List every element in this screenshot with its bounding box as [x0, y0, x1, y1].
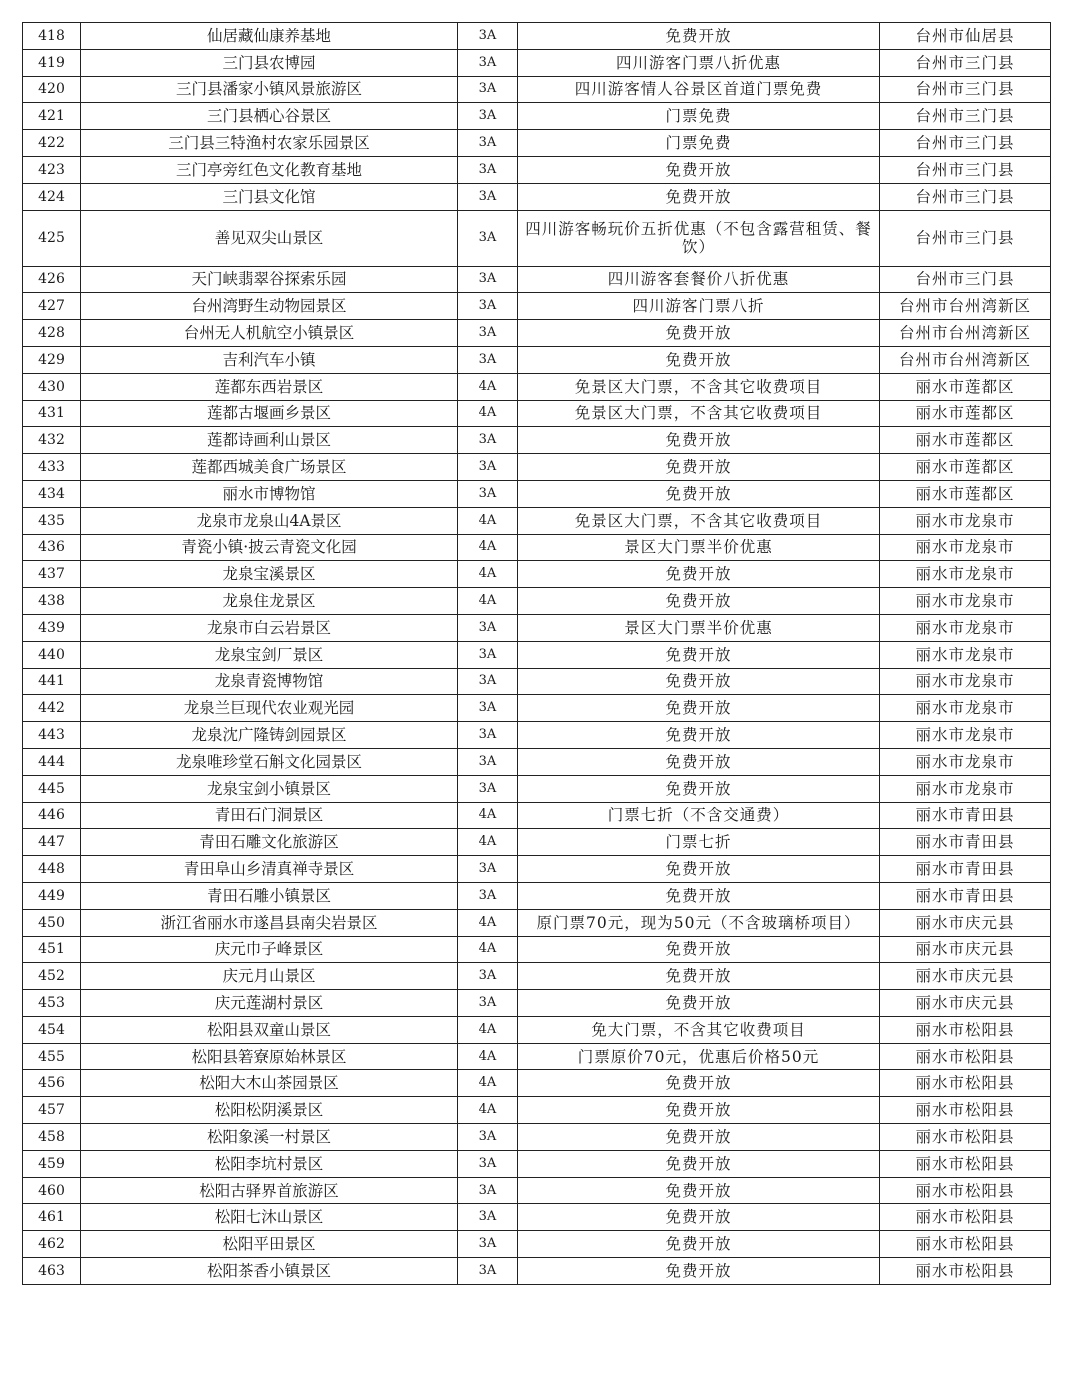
region: 丽水市龙泉市	[880, 534, 1051, 561]
scenic-spot-name: 松阳茶香小镇景区	[81, 1258, 458, 1285]
table-row	[23, 183, 1051, 210]
table-row	[23, 829, 1051, 856]
scenic-spot-name: 三门县三特渔村农家乐园景区	[81, 130, 458, 157]
region: 台州市三门县	[880, 210, 1051, 266]
table-row	[23, 103, 1051, 130]
region: 丽水市莲都区	[880, 427, 1051, 454]
table-row	[23, 722, 1051, 749]
row-number: 432	[23, 427, 81, 454]
region: 台州市台州湾新区	[880, 346, 1051, 373]
scenic-level: 4A	[458, 373, 518, 400]
scenic-spot-name: 三门县农博园	[81, 49, 458, 76]
scenic-level: 4A	[458, 829, 518, 856]
discount-policy: 原门票70元，现为50元（不含玻璃桥项目）	[518, 909, 880, 936]
row-number: 441	[23, 668, 81, 695]
discount-policy: 四川游客门票八折优惠	[518, 49, 880, 76]
region: 台州市三门县	[880, 183, 1051, 210]
row-number: 437	[23, 561, 81, 588]
discount-policy: 免费开放	[518, 427, 880, 454]
scenic-level: 3A	[458, 130, 518, 157]
scenic-spot-name: 青田石雕文化旅游区	[81, 829, 458, 856]
region: 台州市三门县	[880, 156, 1051, 183]
region: 丽水市庆元县	[880, 936, 1051, 963]
scenic-level: 4A	[458, 802, 518, 829]
scenic-level: 3A	[458, 266, 518, 293]
row-number: 428	[23, 320, 81, 347]
table-row	[23, 1150, 1051, 1177]
discount-policy: 免费开放	[518, 588, 880, 615]
scenic-spot-name: 三门县文化馆	[81, 183, 458, 210]
table-row	[23, 480, 1051, 507]
region: 丽水市青田县	[880, 882, 1051, 909]
table-row	[23, 293, 1051, 320]
scenic-level: 3A	[458, 695, 518, 722]
scenic-spot-name: 松阳古驿界首旅游区	[81, 1177, 458, 1204]
table-row	[23, 561, 1051, 588]
scenic-level: 3A	[458, 748, 518, 775]
row-number: 449	[23, 882, 81, 909]
discount-policy: 免费开放	[518, 641, 880, 668]
row-number: 423	[23, 156, 81, 183]
row-number: 453	[23, 990, 81, 1017]
scenic-spot-name: 庆元莲湖村景区	[81, 990, 458, 1017]
scenic-spot-name: 仙居藏仙康养基地	[81, 23, 458, 50]
row-number: 425	[23, 210, 81, 266]
region: 丽水市龙泉市	[880, 775, 1051, 802]
discount-policy: 免费开放	[518, 1177, 880, 1204]
row-number: 454	[23, 1016, 81, 1043]
region: 丽水市松阳县	[880, 1124, 1051, 1151]
table-row	[23, 588, 1051, 615]
row-number: 442	[23, 695, 81, 722]
row-number: 431	[23, 400, 81, 427]
table-row	[23, 320, 1051, 347]
table-row	[23, 668, 1051, 695]
table-row	[23, 1070, 1051, 1097]
table-row	[23, 400, 1051, 427]
table-row	[23, 963, 1051, 990]
scenic-level: 3A	[458, 1124, 518, 1151]
scenic-spot-name: 龙泉唯珍堂石斛文化园景区	[81, 748, 458, 775]
scenic-level: 4A	[458, 400, 518, 427]
region: 丽水市庆元县	[880, 963, 1051, 990]
scenic-spot-name: 龙泉青瓷博物馆	[81, 668, 458, 695]
discount-policy: 免费开放	[518, 668, 880, 695]
table-row	[23, 990, 1051, 1017]
scenic-level: 3A	[458, 722, 518, 749]
row-number: 421	[23, 103, 81, 130]
scenic-level: 3A	[458, 641, 518, 668]
scenic-level: 4A	[458, 507, 518, 534]
region: 丽水市龙泉市	[880, 614, 1051, 641]
table-row	[23, 936, 1051, 963]
row-number: 427	[23, 293, 81, 320]
region: 丽水市龙泉市	[880, 588, 1051, 615]
scenic-level: 3A	[458, 210, 518, 266]
scenic-level: 3A	[458, 293, 518, 320]
row-number: 434	[23, 480, 81, 507]
discount-policy: 免费开放	[518, 1124, 880, 1151]
discount-policy: 免费开放	[518, 748, 880, 775]
scenic-level: 3A	[458, 76, 518, 103]
region: 丽水市龙泉市	[880, 748, 1051, 775]
row-number: 422	[23, 130, 81, 157]
row-number: 418	[23, 23, 81, 50]
table-row	[23, 641, 1051, 668]
row-number: 443	[23, 722, 81, 749]
region: 丽水市松阳县	[880, 1231, 1051, 1258]
table-row	[23, 882, 1051, 909]
scenic-level: 3A	[458, 856, 518, 883]
row-number: 430	[23, 373, 81, 400]
scenic-spot-name: 松阳县双童山景区	[81, 1016, 458, 1043]
scenic-level: 3A	[458, 775, 518, 802]
table-row	[23, 534, 1051, 561]
scenic-spot-name: 台州湾野生动物园景区	[81, 293, 458, 320]
row-number: 429	[23, 346, 81, 373]
table-row	[23, 130, 1051, 157]
table-row	[23, 1177, 1051, 1204]
scenic-spot-name: 松阳象溪一村景区	[81, 1124, 458, 1151]
scenic-level: 3A	[458, 346, 518, 373]
scenic-level: 3A	[458, 1150, 518, 1177]
scenic-spot-name: 松阳李坑村景区	[81, 1150, 458, 1177]
row-number: 450	[23, 909, 81, 936]
discount-policy: 四川游客门票八折	[518, 293, 880, 320]
region: 台州市三门县	[880, 76, 1051, 103]
discount-policy: 景区大门票半价优惠	[518, 614, 880, 641]
row-number: 446	[23, 802, 81, 829]
table-row	[23, 507, 1051, 534]
scenic-level: 3A	[458, 454, 518, 481]
table-row	[23, 156, 1051, 183]
region: 丽水市青田县	[880, 802, 1051, 829]
table-row	[23, 1204, 1051, 1231]
scenic-level: 4A	[458, 588, 518, 615]
scenic-spot-name: 龙泉宝剑厂景区	[81, 641, 458, 668]
scenic-spot-table	[22, 22, 1051, 1285]
scenic-level: 4A	[458, 909, 518, 936]
row-number: 444	[23, 748, 81, 775]
scenic-spot-name: 台州无人机航空小镇景区	[81, 320, 458, 347]
discount-policy: 免费开放	[518, 320, 880, 347]
table-row	[23, 373, 1051, 400]
region: 丽水市龙泉市	[880, 641, 1051, 668]
discount-policy: 免费开放	[518, 346, 880, 373]
row-number: 460	[23, 1177, 81, 1204]
table-row	[23, 1016, 1051, 1043]
scenic-spot-name: 青田石门洞景区	[81, 802, 458, 829]
region: 丽水市龙泉市	[880, 507, 1051, 534]
scenic-spot-name: 松阳县箬寮原始林景区	[81, 1043, 458, 1070]
table-row	[23, 346, 1051, 373]
discount-policy: 免费开放	[518, 1231, 880, 1258]
discount-policy: 景区大门票半价优惠	[518, 534, 880, 561]
scenic-spot-name: 莲都东西岩景区	[81, 373, 458, 400]
scenic-spot-name: 青田石雕小镇景区	[81, 882, 458, 909]
region: 丽水市青田县	[880, 829, 1051, 856]
discount-policy: 免费开放	[518, 856, 880, 883]
row-number: 436	[23, 534, 81, 561]
row-number: 419	[23, 49, 81, 76]
region: 丽水市松阳县	[880, 1043, 1051, 1070]
discount-policy: 免费开放	[518, 722, 880, 749]
scenic-spot-name: 龙泉沈广隆铸剑园景区	[81, 722, 458, 749]
scenic-spot-name: 松阳大木山茶园景区	[81, 1070, 458, 1097]
table-row	[23, 1043, 1051, 1070]
region: 丽水市莲都区	[880, 400, 1051, 427]
discount-policy: 四川游客套餐价八折优惠	[518, 266, 880, 293]
discount-policy: 免费开放	[518, 990, 880, 1017]
table-row	[23, 775, 1051, 802]
scenic-level: 3A	[458, 882, 518, 909]
discount-policy: 免费开放	[518, 1258, 880, 1285]
region: 丽水市松阳县	[880, 1150, 1051, 1177]
region: 丽水市龙泉市	[880, 668, 1051, 695]
region: 丽水市龙泉市	[880, 722, 1051, 749]
scenic-spot-name: 莲都西城美食广场景区	[81, 454, 458, 481]
scenic-spot-name: 松阳七沐山景区	[81, 1204, 458, 1231]
row-number: 452	[23, 963, 81, 990]
scenic-level: 3A	[458, 1258, 518, 1285]
discount-policy: 免费开放	[518, 936, 880, 963]
scenic-spot-name: 龙泉兰巨现代农业观光园	[81, 695, 458, 722]
region: 丽水市莲都区	[880, 373, 1051, 400]
region: 台州市三门县	[880, 130, 1051, 157]
region: 丽水市松阳县	[880, 1097, 1051, 1124]
region: 台州市三门县	[880, 103, 1051, 130]
scenic-spot-name: 三门亭旁红色文化教育基地	[81, 156, 458, 183]
discount-policy: 免费开放	[518, 1150, 880, 1177]
region: 丽水市莲都区	[880, 480, 1051, 507]
table-row	[23, 909, 1051, 936]
region: 台州市三门县	[880, 266, 1051, 293]
row-number: 426	[23, 266, 81, 293]
scenic-spot-name: 松阳松阴溪景区	[81, 1097, 458, 1124]
row-number: 447	[23, 829, 81, 856]
row-number: 461	[23, 1204, 81, 1231]
scenic-level: 3A	[458, 103, 518, 130]
region: 丽水市松阳县	[880, 1177, 1051, 1204]
discount-policy: 免费开放	[518, 183, 880, 210]
scenic-spot-name: 龙泉住龙景区	[81, 588, 458, 615]
scenic-spot-name: 莲都诗画利山景区	[81, 427, 458, 454]
scenic-spot-name: 龙泉市龙泉山4A景区	[81, 507, 458, 534]
scenic-level: 3A	[458, 480, 518, 507]
row-number: 463	[23, 1258, 81, 1285]
scenic-level: 3A	[458, 49, 518, 76]
table-row	[23, 23, 1051, 50]
row-number: 439	[23, 614, 81, 641]
scenic-level: 4A	[458, 936, 518, 963]
scenic-spot-name: 莲都古堰画乡景区	[81, 400, 458, 427]
row-number: 438	[23, 588, 81, 615]
region: 丽水市龙泉市	[880, 561, 1051, 588]
scenic-level: 3A	[458, 1231, 518, 1258]
discount-policy: 门票七折（不含交通费）	[518, 802, 880, 829]
scenic-spot-name: 松阳平田景区	[81, 1231, 458, 1258]
row-number: 459	[23, 1150, 81, 1177]
table-row	[23, 427, 1051, 454]
scenic-spot-name: 龙泉宝剑小镇景区	[81, 775, 458, 802]
discount-policy: 免费开放	[518, 156, 880, 183]
discount-policy: 免费开放	[518, 561, 880, 588]
discount-policy: 门票免费	[518, 130, 880, 157]
discount-policy: 门票原价70元，优惠后价格50元	[518, 1043, 880, 1070]
discount-policy: 门票七折	[518, 829, 880, 856]
row-number: 457	[23, 1097, 81, 1124]
scenic-level: 3A	[458, 668, 518, 695]
row-number: 451	[23, 936, 81, 963]
table-row	[23, 210, 1051, 266]
scenic-spot-name: 三门县栖心谷景区	[81, 103, 458, 130]
scenic-spot-name: 龙泉宝溪景区	[81, 561, 458, 588]
row-number: 445	[23, 775, 81, 802]
region: 丽水市松阳县	[880, 1204, 1051, 1231]
discount-policy: 免费开放	[518, 1204, 880, 1231]
region: 丽水市松阳县	[880, 1016, 1051, 1043]
discount-policy: 免景区大门票，不含其它收费项目	[518, 373, 880, 400]
table-body	[23, 23, 1051, 1285]
scenic-spot-name: 龙泉市白云岩景区	[81, 614, 458, 641]
scenic-level: 4A	[458, 1097, 518, 1124]
discount-policy: 免景区大门票，不含其它收费项目	[518, 400, 880, 427]
region: 丽水市庆元县	[880, 909, 1051, 936]
scenic-spot-table-page	[22, 22, 1050, 1285]
scenic-spot-name: 庆元月山景区	[81, 963, 458, 990]
scenic-spot-name: 善见双尖山景区	[81, 210, 458, 266]
discount-policy: 四川游客畅玩价五折优惠（不包含露营租赁、餐饮）	[518, 210, 880, 266]
scenic-level: 3A	[458, 990, 518, 1017]
discount-policy: 门票免费	[518, 103, 880, 130]
scenic-level: 3A	[458, 614, 518, 641]
scenic-level: 3A	[458, 1204, 518, 1231]
row-number: 458	[23, 1124, 81, 1151]
region: 丽水市莲都区	[880, 454, 1051, 481]
scenic-spot-name: 丽水市博物馆	[81, 480, 458, 507]
discount-policy: 四川游客情人谷景区首道门票免费	[518, 76, 880, 103]
scenic-level: 4A	[458, 1070, 518, 1097]
table-row	[23, 1124, 1051, 1151]
table-row	[23, 49, 1051, 76]
scenic-level: 3A	[458, 320, 518, 347]
table-row	[23, 1258, 1051, 1285]
region: 丽水市龙泉市	[880, 695, 1051, 722]
table-row	[23, 266, 1051, 293]
discount-policy: 免费开放	[518, 480, 880, 507]
discount-policy: 免费开放	[518, 963, 880, 990]
scenic-spot-name: 三门县潘家小镇风景旅游区	[81, 76, 458, 103]
table-row	[23, 695, 1051, 722]
table-row	[23, 748, 1051, 775]
scenic-level: 4A	[458, 1016, 518, 1043]
scenic-level: 3A	[458, 427, 518, 454]
scenic-spot-name: 青瓷小镇·披云青瓷文化园	[81, 534, 458, 561]
row-number: 448	[23, 856, 81, 883]
table-row	[23, 802, 1051, 829]
scenic-level: 3A	[458, 156, 518, 183]
scenic-level: 4A	[458, 534, 518, 561]
row-number: 435	[23, 507, 81, 534]
scenic-spot-name: 天门峡翡翠谷探索乐园	[81, 266, 458, 293]
scenic-level: 4A	[458, 1043, 518, 1070]
table-row	[23, 1231, 1051, 1258]
discount-policy: 免费开放	[518, 23, 880, 50]
scenic-level: 3A	[458, 183, 518, 210]
row-number: 456	[23, 1070, 81, 1097]
row-number: 462	[23, 1231, 81, 1258]
discount-policy: 免费开放	[518, 454, 880, 481]
table-row	[23, 454, 1051, 481]
row-number: 440	[23, 641, 81, 668]
table-row	[23, 614, 1051, 641]
row-number: 455	[23, 1043, 81, 1070]
region: 丽水市青田县	[880, 856, 1051, 883]
scenic-spot-name: 吉利汽车小镇	[81, 346, 458, 373]
scenic-level: 3A	[458, 1177, 518, 1204]
row-number: 433	[23, 454, 81, 481]
discount-policy: 免景区大门票，不含其它收费项目	[518, 507, 880, 534]
row-number: 420	[23, 76, 81, 103]
region: 台州市台州湾新区	[880, 320, 1051, 347]
discount-policy: 免费开放	[518, 1097, 880, 1124]
region: 台州市三门县	[880, 49, 1051, 76]
discount-policy: 免费开放	[518, 695, 880, 722]
region: 丽水市松阳县	[880, 1070, 1051, 1097]
scenic-spot-name: 庆元巾子峰景区	[81, 936, 458, 963]
scenic-spot-name: 青田阜山乡清真禅寺景区	[81, 856, 458, 883]
table-row	[23, 1097, 1051, 1124]
discount-policy: 免费开放	[518, 775, 880, 802]
scenic-level: 3A	[458, 963, 518, 990]
scenic-level: 4A	[458, 561, 518, 588]
region: 台州市台州湾新区	[880, 293, 1051, 320]
row-number: 424	[23, 183, 81, 210]
table-row	[23, 856, 1051, 883]
table-row	[23, 76, 1051, 103]
region: 台州市仙居县	[880, 23, 1051, 50]
scenic-level: 3A	[458, 23, 518, 50]
discount-policy: 免大门票，不含其它收费项目	[518, 1016, 880, 1043]
discount-policy: 免费开放	[518, 1070, 880, 1097]
region: 丽水市松阳县	[880, 1258, 1051, 1285]
scenic-spot-name: 浙江省丽水市遂昌县南尖岩景区	[81, 909, 458, 936]
discount-policy: 免费开放	[518, 882, 880, 909]
region: 丽水市庆元县	[880, 990, 1051, 1017]
